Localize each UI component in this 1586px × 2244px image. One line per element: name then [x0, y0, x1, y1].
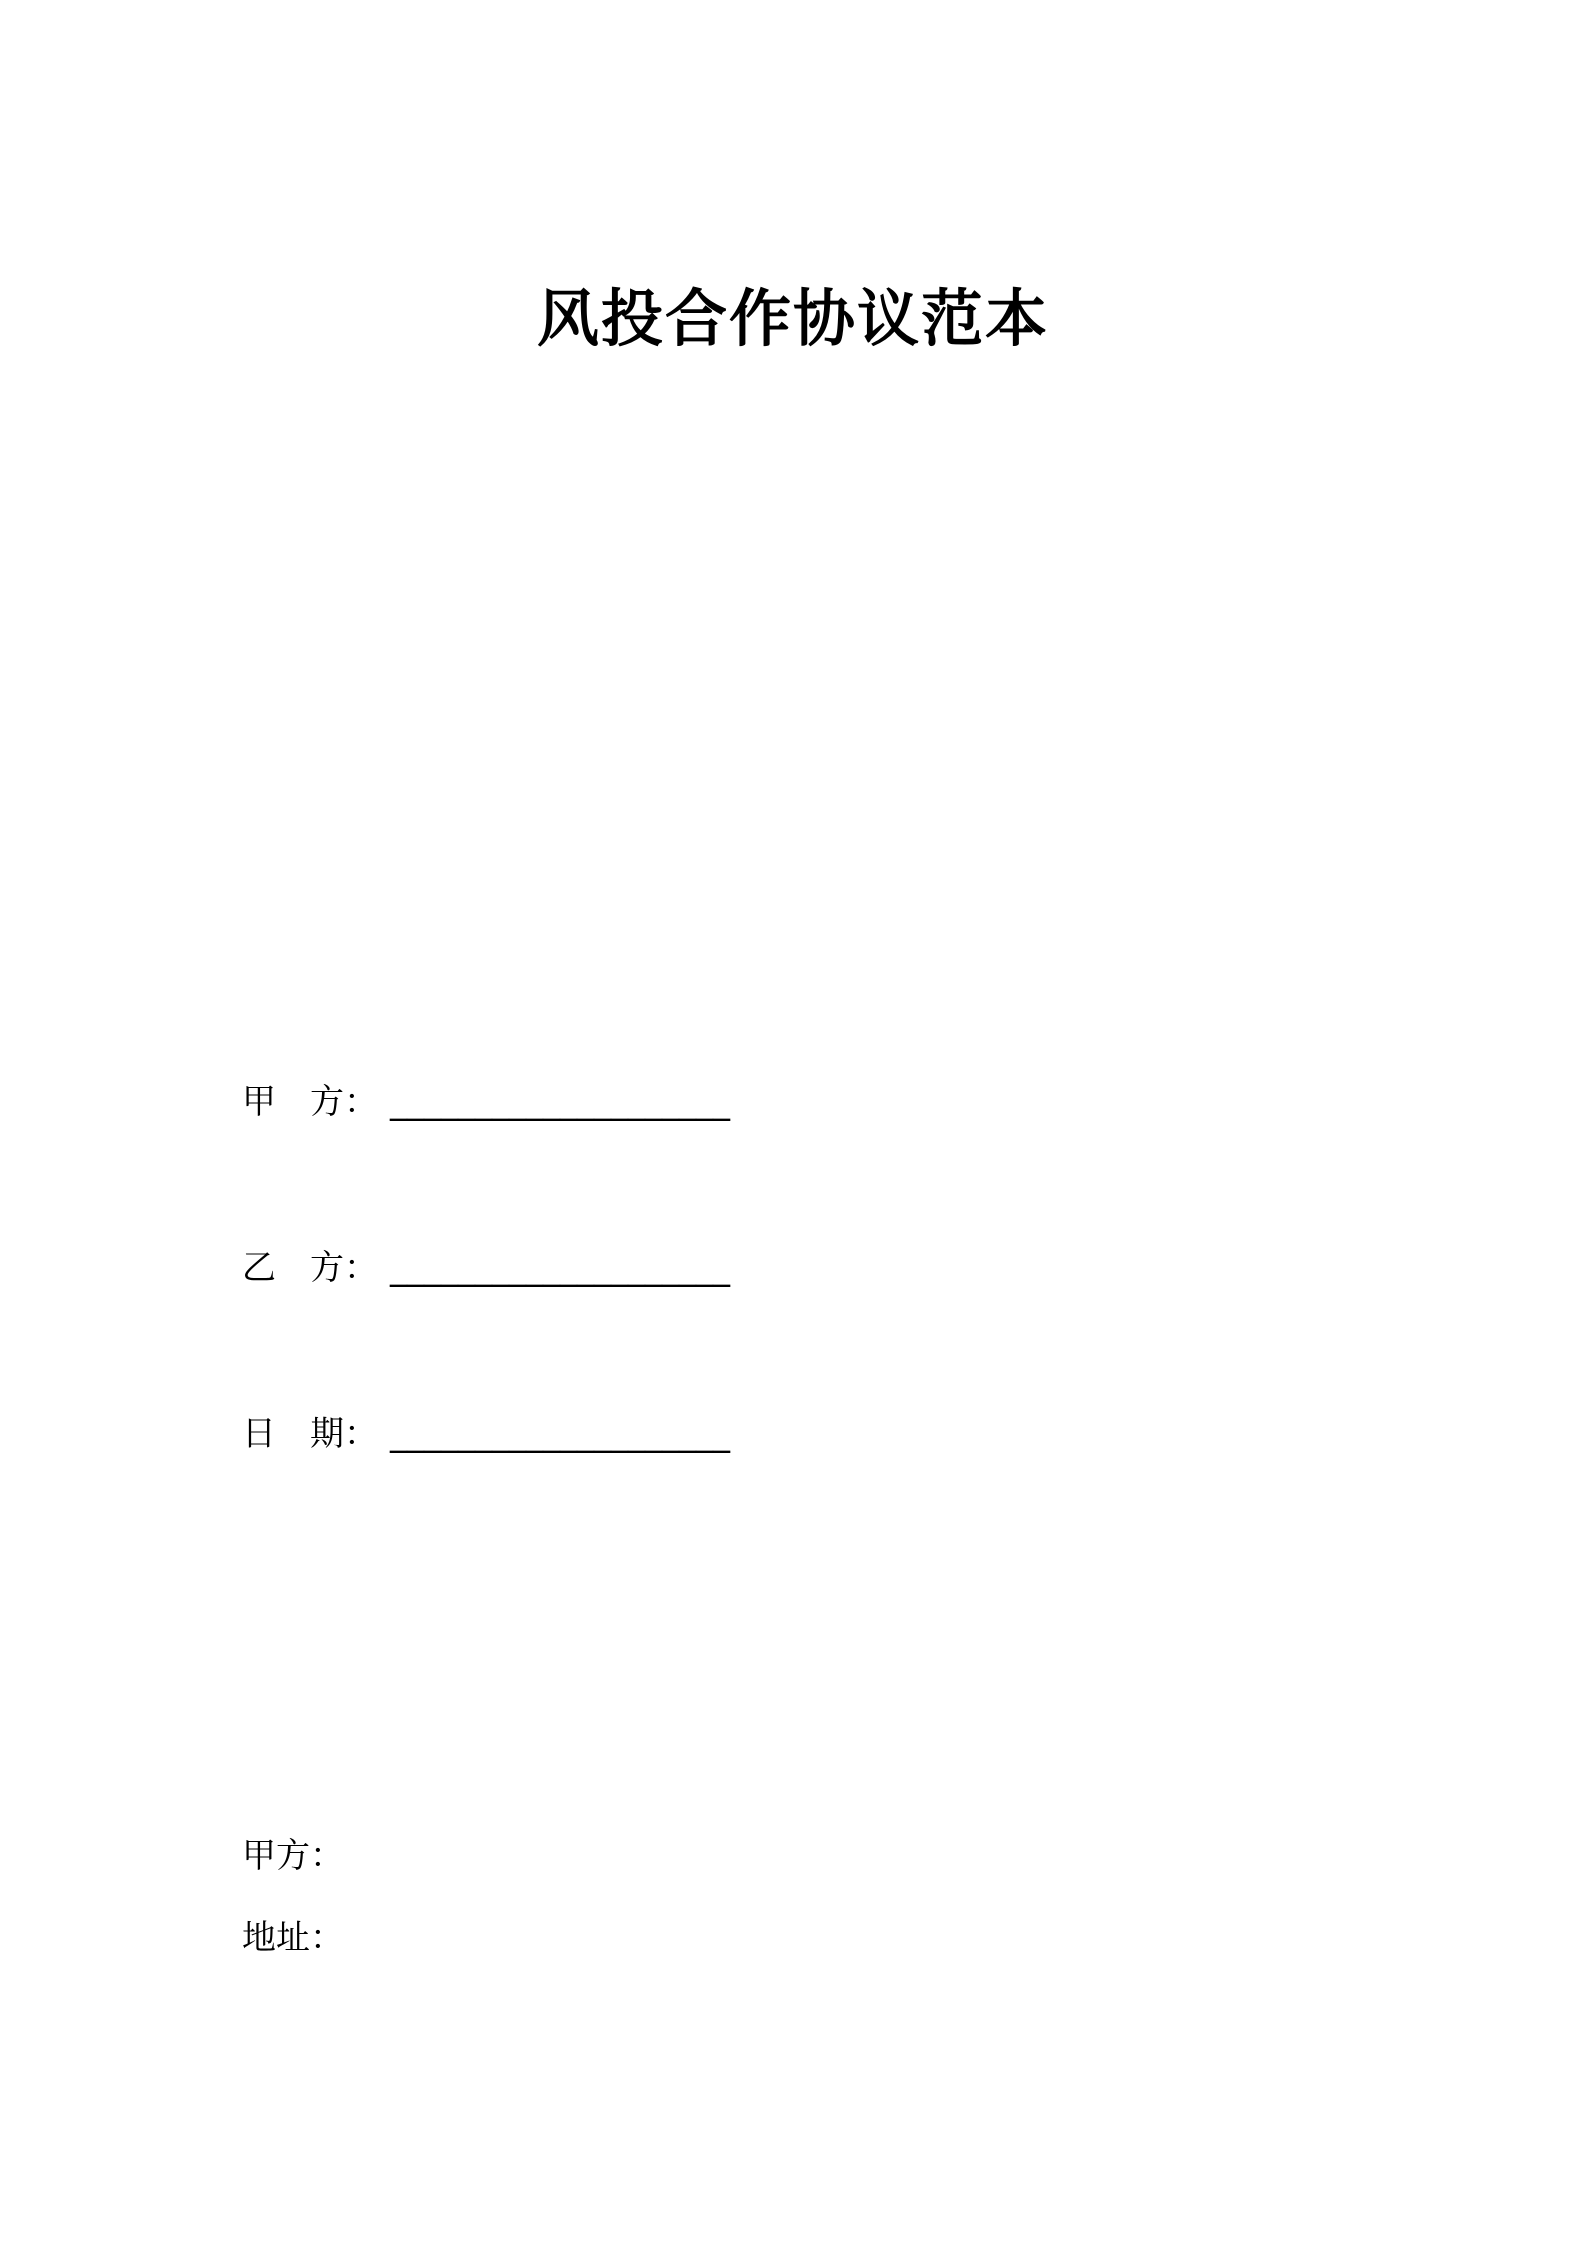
party-a-label: 甲 方：: [242, 1082, 378, 1122]
party-a-blank: ____________________: [390, 1082, 730, 1122]
party-b-field: [242, 1248, 730, 1289]
party-a-info-label: 甲方：: [242, 1836, 344, 1876]
party-a-field: [242, 1082, 730, 1123]
document-title: 风投合作协议范本: [536, 282, 1049, 355]
date-label: 日 期：: [242, 1414, 378, 1454]
party-b-label: 乙 方：: [242, 1248, 378, 1288]
address-label: 地址：: [242, 1918, 344, 1958]
date-blank: ____________________: [390, 1414, 730, 1454]
party-b-blank: ____________________: [390, 1248, 730, 1288]
date-field: [242, 1414, 730, 1455]
